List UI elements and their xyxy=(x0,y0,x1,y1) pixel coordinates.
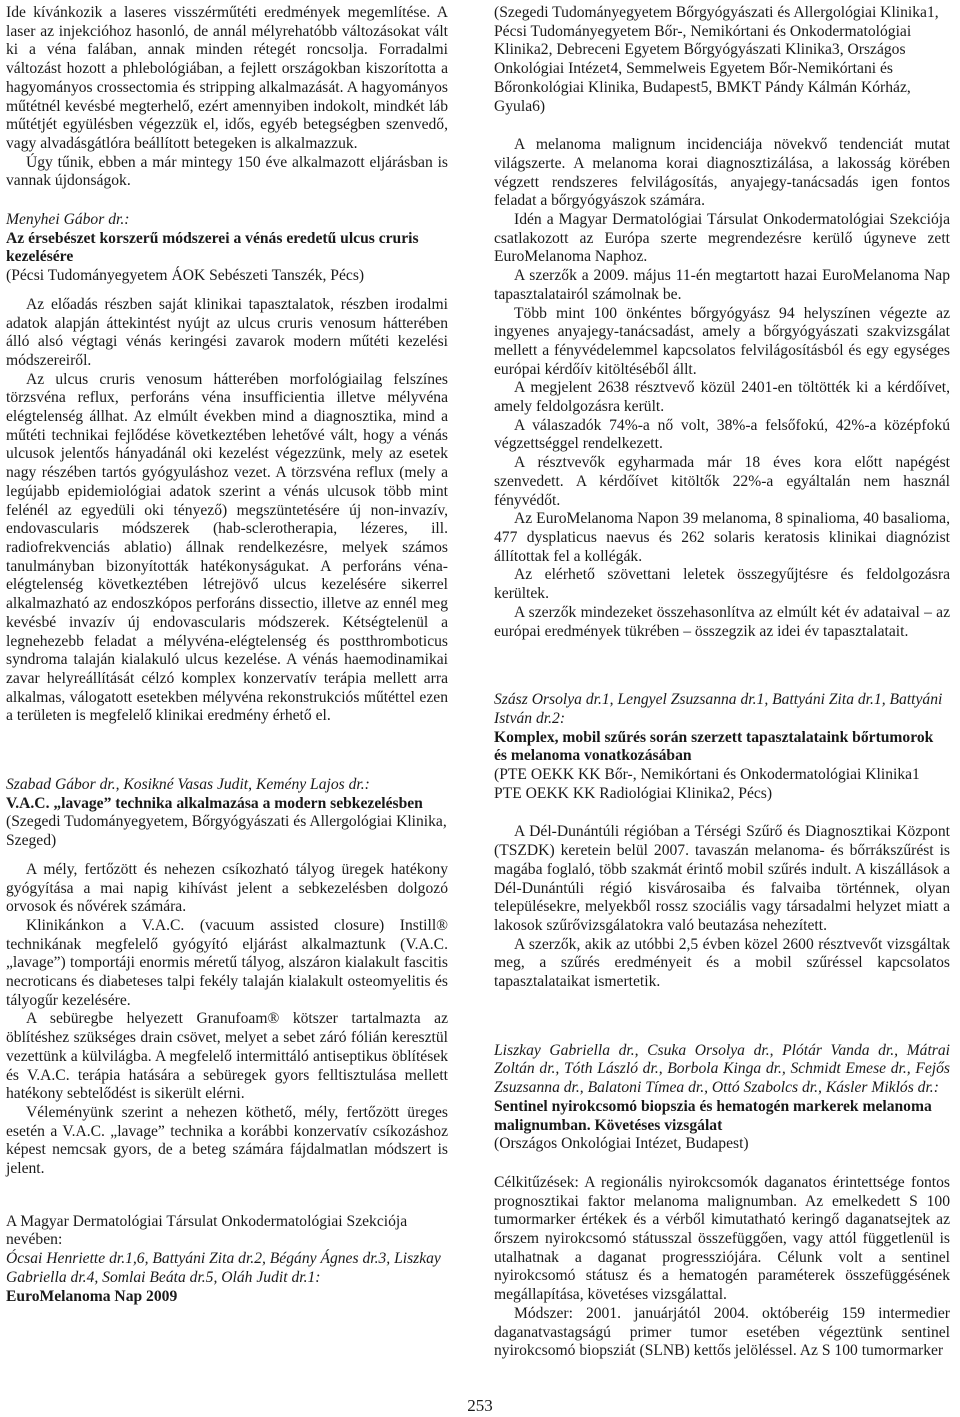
abstract-paragraph: Az elérhető szövettani leletek összegyűjtésre és feldolgozásra kerültek. xyxy=(494,566,950,603)
abstract-paragraph: A sebüregbe helyezett Granufoam® kötszer tartalmazta az öblítéshez szükséges drain csövet, melyet a sebet záró fólián keresztül vezettünk a külvilágba. A megfelelő intermittáló antiseptikus öblítések és V.A.C. terápia hatására a sebüregek gyors felltisztulása mellett hatékony sebtelődést is sikerült elérni. xyxy=(6,1010,448,1103)
abstract-paragraph: A szerzők, akik az utóbbi 2,5 évben közel 2600 résztvevőt vizsgáltak meg, a szűrés eredményeit és a mobil szűréssel kapcsolatos tapasztalataikat ismertetik. xyxy=(494,935,950,991)
abstract-paragraph: Módszer: 2001. januárjától 2004. októberéig 159 intermedier daganatvastagságú primer tumor esetében végeztünk sentinel nyirokcsomó biopsziát (SLNB) kettős jelöléssel. Az S 100 tumormarker xyxy=(494,1304,950,1360)
abstract-section-intro: A Magyar Dermatológiai Társulat Onkodermatológiai Szekciója nevében: xyxy=(6,1212,408,1249)
abstract-vac-lavage xyxy=(6,776,448,1179)
abstract-paragraph: A válaszadók 74%-a nő volt, 38%-a felsőfokú, 42%-a középfokú végzettséggel rendelkezett. xyxy=(494,416,950,453)
abstract-sentinel-biopsy xyxy=(494,1042,950,1361)
abstract-authors: Liszkay Gabriella dr., Csuka Orsolya dr., Plótár Vanda dr., Mátrai Zoltán dr., Tóth László dr., Borbola Kinga dr., Schmidt Emese dr., Fejős Zsuzsanna dr., Balatoni Tímea dr., Ottó Szabolcs dr., Kásler Miklós dr.: xyxy=(494,1041,950,1097)
intro-paragraph: Ide kívánkozik a laseres visszérműtéti eredmények megemlítése. A laser az injekcióhoz hasonló, de annál mélyrehatóbb változásokat vált ki a véna falában, annak minden rétegét roncsolja. Forradalmi változást hozott a phlebológiában, a fejlett országokban kiszorította a hagyományos crossectomia és stripping alkalmazását. A hagyományos műtétnél kevésbé megterhelő, ezért amennyiben indokolt, mindkét láb műtétjét együlésben végezzük el, idős, egyéb betegségben szenvedő, vagy alvadásgátlóra beállított betegeken is alkalmazzuk. xyxy=(6,4,448,152)
abstract-paragraph: Klinikánkon a V.A.C. (vacuum assisted closure) Instill® technikának megfelelő gyógyító eljárást alkalmaztunk (V.A.C. „lavage”) tomportáji enormis méretű tályog, alszáron kialakult fascitis necroticans és diabeteses talpi fekély talaján kialakult osteomyelitis és tályogűr kezelésére. xyxy=(6,916,448,1009)
intro-paragraph: Úgy tűnik, ebben a már mintegy 150 éve alkalmazott eljárásban is vannak újdonságok. xyxy=(6,153,448,190)
abstract-vascular-surgery xyxy=(6,211,448,726)
right-column xyxy=(494,4,950,1361)
abstract-authors: Ócsai Henriette dr.1,6, Battyáni Zita dr.2, Bégány Ágnes dr.3, Liszkay Gabriella dr.4, Somlai Beáta dr.5, Oláh Judit dr.1: xyxy=(6,1250,441,1286)
abstract-title: Az érsebészet korszerű módszerei a vénás eredetű ulcus cruris kezelésére xyxy=(6,229,419,266)
abstract-paragraph: A Dél-Dunántúli régióban a Térségi Szűrő és Diagnosztikai Központ (TSZDK) keretein belül 2007. tavaszán melanoma- és bőrrákszűrést is magába foglaló, több szakmát érintő mobil szűrés indult. A kiszállások a Dél-Dunántúli régió kisvárosaiba és falvaiba történnek, olyan településekre, melyekből rossz szociális vagy társadalmi helyzet miatt a lakosok szűrővizsgálatokra való beutazása nehezített. xyxy=(494,823,950,934)
abstract-euromelanoma xyxy=(6,1213,448,1307)
abstract-paragraph: Több mint 100 önkéntes bőrgyógyász 94 helyszínen végezte az ingyenes anyajegy-tanácsadást, amely a bőrgyógyászati szakvizsgálat mellett a fényvédelemmel kapcsolatos felvilágosításból és egy egységes európai kérdőív kitöltéséből állt. xyxy=(494,304,950,378)
abstract-mobile-screening xyxy=(494,691,950,992)
abstract-authors: Menyhei Gábor dr.: xyxy=(6,211,130,229)
page-number: 253 xyxy=(467,1396,493,1415)
abstract-authors: Szabad Gábor dr., Kosikné Vasas Judit, Kemény Lajos dr.: xyxy=(6,776,370,794)
abstract-title: Komplex, mobil szűrés során szerzett tapasztalataink bőrtumorok és melanoma vonatkozásában xyxy=(494,728,934,765)
abstract-affiliation: (Országos Onkológiai Intézet, Budapest) xyxy=(494,1135,749,1153)
abstract-title: Sentinel nyirokcsomó biopszia és hematogén markerek melanoma malignumban. Követéses vizsgálat xyxy=(494,1097,932,1134)
abstract-paragraph: A megjelent 2638 résztvevő közül 2401-en töltötték ki a kérdőívet, amely feldolgozásra került. xyxy=(494,379,950,416)
abstract-affiliation: (Szegedi Tudományegyetem Bőrgyógyászati és Allergológiai Klinika1, Pécsi Tudományegyetem Bőr-, Nemikórtani és Onkodermatológiai Klinika2, Debreceni Egyetem Bőrgyógyászati Klinika3, Országos Onkológiai Intézet4, Semmelweis Egyetem Bőr-Nemikórtani és Bőronkológiai Klinika, Budapest5, BMKT Pándy Kálmán Kórház, Gyula6) xyxy=(494,4,939,115)
abstract-affiliation: (Szegedi Tudományegyetem, Bőrgyógyászati és Allergológiai Klinika, Szeged) xyxy=(6,813,447,850)
abstract-paragraph: A résztvevők egyharmada már 18 éves kora előtt napégést szenvedett. A kérdőívet kitöltők 22%-a egyáltalán nem használ fényvédőt. xyxy=(494,454,950,509)
abstract-paragraph: Véleményünk szerint a nehezen köthető, mély, fertőzött üreges esetén a V.A.C. „lavage” technika a korábbi konzervatív csíkozáshoz képest nemcsak gyors, de a beteg számára fájdalmatlan módszert is jelent. xyxy=(6,1103,448,1178)
abstract-affiliation: (Pécsi Tudományegyetem ÁOK Sebészeti Tanszék, Pécs) xyxy=(6,267,365,285)
abstract-paragraph: Az ulcus cruris venosum hátterében morfológiailag felszínes törzsvéna reflux, perforáns véna insufficientia illetve mélyvéna elégtelenség állhat. Az elmúlt években mind a diagnosztika, mind a műtéti technikai fejlődése következtében lehetővé vált, hogy a vénás ulcusok jelentős hányadánál oki kezelést végezzünk, mely az esetek nagy részében tartós gyógyuláshoz vezet. A törzsvéna reflux (mely a legújabb epidemiológiai adatok szerint a vénás ulcusok több mint felénél az egyedüli oki tényező) megszüntetésére új non-invazív, endovascularis módszerek (hab-sclerotherapia, lézeres, ill. radiofrekvenciás ablatio) állnak rendelkezésre, melyek számos tanulmányban bizonyították hatékonyságukat. A perforáns véna-elégtelenség következtében létrejövő ulcus kezelésére sikerrel alkalmazható az endoszkópos perforáns dissectio, illetve az ennél meg kevésbé invazív új endovascularis módszerek. Kétségtelenül a legnehezebb feladat a mélyvéna-elégtelenség és postthromboticus syndroma talaján kialakuló ulcus kezelése. A vénás haemodinamikai zavar helyreállítását célzó komplex konzervatív terápia mellett arra alkalmas, válogatott esetekben mélyvéna rekonstrukciós műtéttel ezen a területen is megfelelő klinikai eredmény érhető el. xyxy=(6,370,448,725)
abstract-paragraph: Idén a Magyar Dermatológiai Társulat Onkodermatológiai Szekciója csatlakozott az Európa szerte megrendezésre kerülő úgyneve zett EuroMelanoma Naphoz. xyxy=(494,211,950,266)
abstract-paragraph: Az előadás részben saját klinikai tapasztalatok, részben irodalmi adatok alapján áttekintést nyújt az ulcus cruris venosum hátterében álló alsó végtagi vénás keringési zavarok modern műtéti kezelési módszereiről. xyxy=(6,295,448,369)
left-column xyxy=(6,4,448,1306)
abstract-paragraph: Az EuroMelanoma Napon 39 melanoma, 8 spinalioma, 40 basalioma, 477 dysplaticus naevus és 262 solaris keratosis klinikai diagnózist állítottak fel a kollégák. xyxy=(494,510,950,565)
abstract-paragraph: A szerzők a 2009. május 11-én megtartott hazai EuroMelanoma Nap tapasztalatairól számolnak be. xyxy=(494,267,950,303)
abstract-title: EuroMelanoma Nap 2009 xyxy=(6,1287,178,1305)
abstract-title: V.A.C. „lavage” technika alkalmazása a modern sebkezelésben xyxy=(6,794,423,812)
abstract-authors: Szász Orsolya dr.1, Lengyel Zsuzsanna dr.1, Battyáni Zita dr.1, Battyáni István dr.2: xyxy=(494,691,943,727)
abstract-paragraph: Célkitűzések: A regionális nyirokcsomók daganatos érintettsége fontos prognosztikai faktor melanoma malignumban. Az emelkedett S 100 tumormarker értékek és a vérből kimutatható keringő daganatsejtek az őrszem nyirokcsomó státusszal összefüggően, vagy attól függetlenül is utalhatnak a daganat progressziójára. Célunk volt a sentinel nyirokcsomó státusz és a hematogén paraméterek összefüggésének megállapítása, követéses vizsgálattal. xyxy=(494,1173,950,1304)
abstract-paragraph: A melanoma malignum incidenciája növekvő tendenciát mutat világszerte. A melanoma korai diagnosztizálása, a lakosság körében végzett rendszeres felvilágosítás, anyajegy-tanácsadás igen fontos feladat a bőrgyógyászok számára. xyxy=(494,136,950,210)
abstract-paragraph: A mély, fertőzött és nehezen csíkozható tályog üregek hatékony gyógyítása a mai napig kihívást jelent a sebkezelésben dolgozó orvosok és nővérek számára. xyxy=(6,860,448,916)
abstract-paragraph: A szerzők mindezeket összehasonlítva az elmúlt két év adataival – az európai eredmények tükrében – összegzik az idei év tapasztalatait. xyxy=(494,603,950,640)
abstract-affiliation: (PTE OEKK KK Bőr-, Nemikórtani és Onkodermatológiai Klinika1 PTE OEKK KK Radiológiai Klinika2, Pécs) xyxy=(494,766,920,802)
